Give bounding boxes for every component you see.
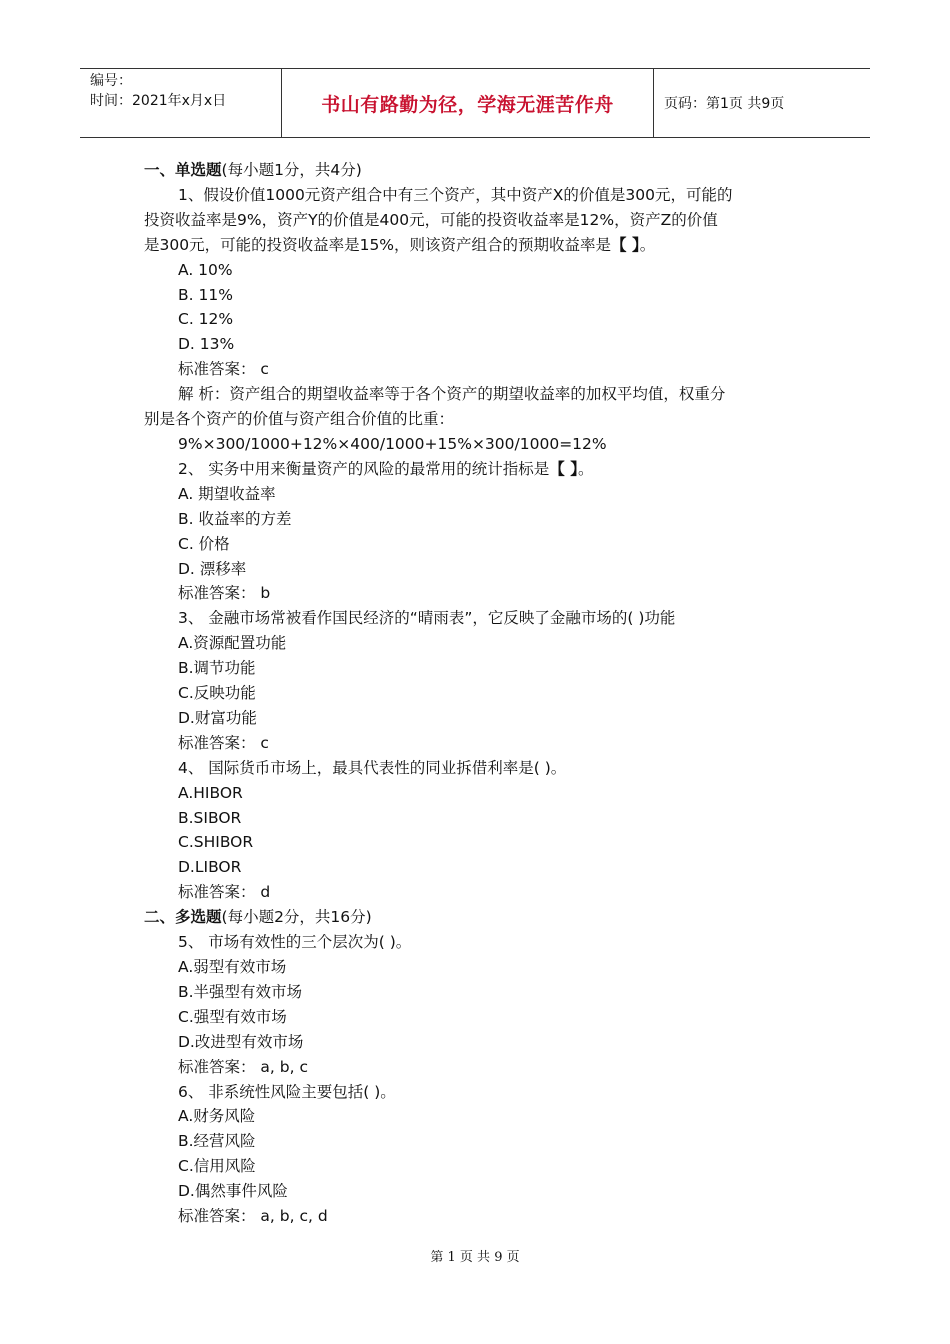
option: D.改进型有效市场 [178,1032,304,1051]
option: D.财富功能 [178,708,257,727]
option: D.偶然事件风险 [178,1182,288,1201]
time-label: 时间：2021年x月x日 [90,93,227,109]
option: B.调节功能 [178,659,256,678]
serial-label: 编号： [90,73,132,89]
option: B. 收益率的方差 [178,509,292,528]
option: A. 10% [178,260,233,279]
option: B.经营风险 [178,1132,256,1151]
standard-answer: 标准答案： d [178,883,271,902]
option: C. 12% [178,310,234,329]
analysis-formula: 9%×300/1000+12%×400/1000+15%×300/1000=12% [178,434,607,453]
option: C.强型有效市场 [178,1007,287,1026]
option: A.财务风险 [178,1107,256,1126]
standard-answer: 标准答案： b [178,584,271,603]
option: B.SIBOR [178,808,242,827]
standard-answer: 标准答案： c [178,360,269,379]
question-1-stem-cont: 投资收益率是9%，资产Y的价值是400元，可能的投资收益率是12%，资产Z的价值 [144,210,718,229]
option: B.半强型有效市场 [178,982,303,1001]
option: C. 价格 [178,534,230,553]
option: A.弱型有效市场 [178,958,287,976]
question-3-stem: 3、 金融市场常被看作国民经济的“晴雨表”，它反映了金融市场的( )功能 [178,609,676,628]
page-header [80,68,870,138]
answer-bracket: 【 】 [549,459,578,478]
option: A.HIBOR [178,783,243,802]
page-footer: 第 1 页 共 9 页 [430,1250,520,1265]
question-5-stem: 5、 市场有效性的三个层次为( )。 [178,933,412,952]
header-meta [80,69,282,137]
option: A.资源配置功能 [178,634,287,653]
answer-bracket: 【 】 [611,235,640,254]
analysis: 解 析：资产组合的期望收益率等于各个资产的期望收益率的加权平均值，权重分 [178,385,726,404]
question-1-stem: 1、假设价值1000元资产组合中有三个资产，其中资产X的价值是300元，可能的 [178,185,733,204]
section-heading-multiple-choice: 二、多选题(每小题2分，共16分) [144,908,372,927]
section-heading-single-choice: 一、单选题(每小题1分，共4分) [144,161,362,179]
motto: 书山有路勤为径，学海无涯苦作舟 [321,93,614,116]
option: D.LIBOR [178,858,242,877]
option: C.SHIBOR [178,833,254,852]
standard-answer: 标准答案： a, b, c, d [178,1207,328,1226]
analysis-cont: 别是各个资产的价值与资产组合价值的比重： [144,410,455,429]
question-4-stem: 4、 国际货币市场上，最具代表性的同业拆借利率是( )。 [178,758,567,777]
standard-answer: 标准答案： a, b, c [178,1057,308,1076]
option: C.反映功能 [178,684,256,703]
standard-answer: 标准答案： c [178,733,269,752]
option: C.信用风险 [178,1157,256,1176]
document-body [144,158,804,1229]
option: B. 11% [178,285,233,304]
option: D. 13% [178,335,235,354]
option: A. 期望收益率 [178,484,276,503]
header-motto-cell [282,69,654,137]
question-2-stem: 2、 实务中用来衡量资产的风险的最常用的统计指标是【 】。 [178,459,594,478]
question-6-stem: 6、 非系统性风险主要包括( )。 [178,1082,396,1101]
header-page-cell [654,69,870,137]
option: D. 漂移率 [178,559,247,578]
page-label: 页码：第1页 共9页 [664,96,785,112]
question-1-stem-end: 是300元，可能的投资收益率是15%，则该资产组合的预期收益率是【 】。 [144,235,656,254]
